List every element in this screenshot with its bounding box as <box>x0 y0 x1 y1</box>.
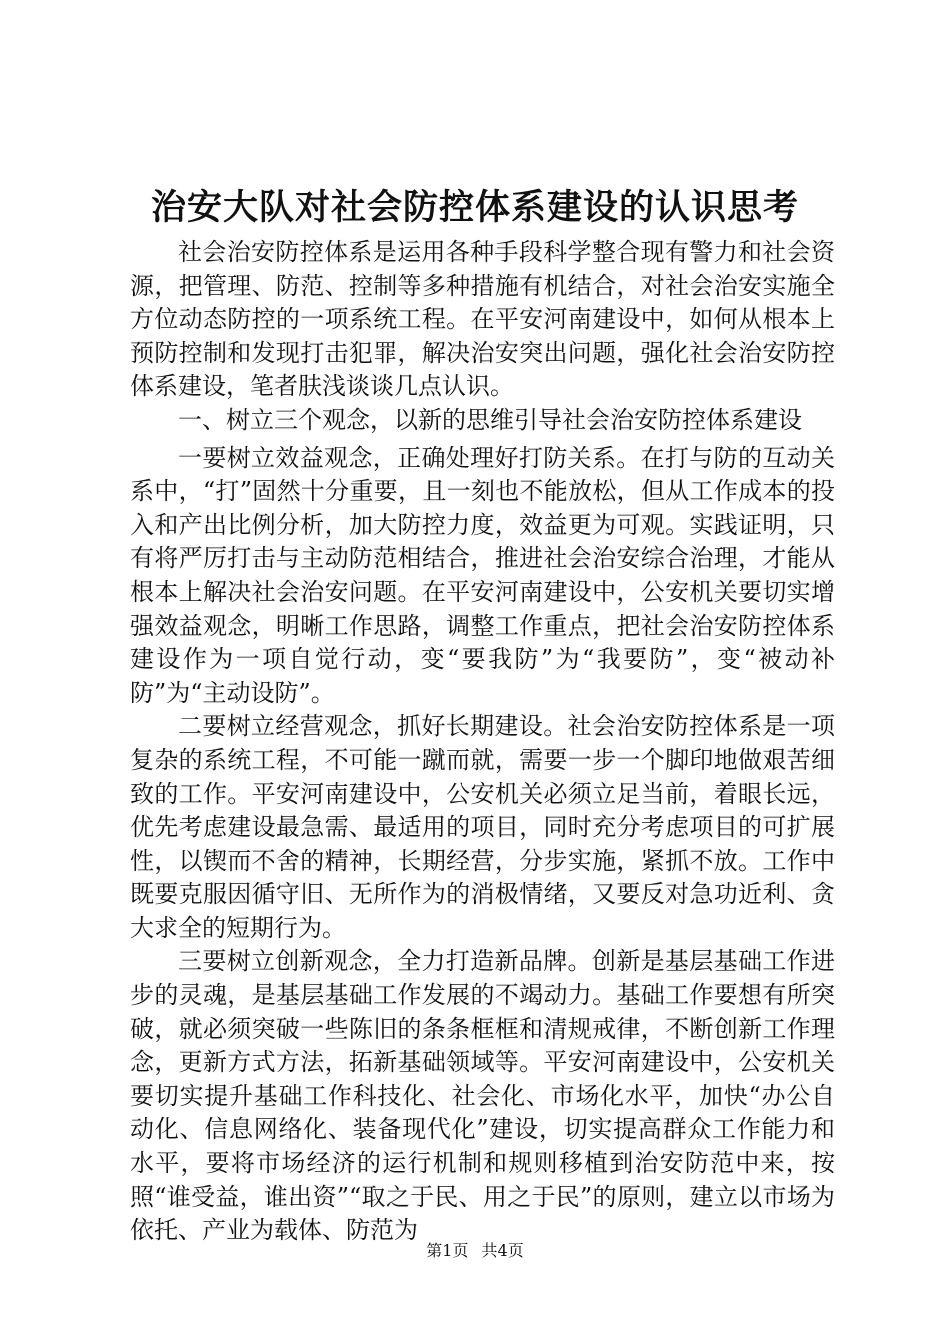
document-body <box>130 236 835 1248</box>
document-title: 治安大队对社会防控体系建设的认识思考 <box>150 188 799 228</box>
section-heading-paragraph: 一、树立三个观念，以新的思维引导社会治安防控体系建设 <box>178 405 802 434</box>
page-total: 共4页 <box>481 1241 524 1260</box>
benefit-concept-paragraph: 一要树立效益观念，正确处理好打防关系。在打与防的互动关系中，“打”固然十分重要，且一刻也不能放松，但从工作成本的投入和产出比例分析，加大防控力度，效益更为可观。实践证明，只有将严厉打击与主动防范相结合，推进社会治安综合治理，才能从根本上解决社会治安问题。在平安河南建设中，公安机关要切实增强效益观念，明晰工作思路，调整工作重点，把社会治安防控体系建设作为一项自觉行动，变“要我防”为“我要防”，变“被动补防”为“主动设防”。 <box>130 443 835 707</box>
page-footer <box>0 1240 950 1262</box>
page-number: 第1页 <box>426 1241 469 1260</box>
management-concept-paragraph: 二要树立经营观念，抓好长期建设。社会治安防控体系是一项复杂的系统工程，不可能一蹴而就，需要一步一个脚印地做艰苦细致的工作。平安河南建设中，公安机关必须立足当前，着眼长远，优先考虑建设最急需、最适用的项目，同时充分考虑项目的可扩展性，以锲而不舍的精神，长期经营，分步实施，紧抓不放。工作中既要克服因循守旧、无所作为的消极情绪，又要反对急功近利、贪大求全的短期行为。 <box>130 712 835 942</box>
intro-paragraph: 社会治安防控体系是运用各种手段科学整合现有警力和社会资源，把管理、防范、控制等多种措施有机结合，对社会治安实施全方位动态防控的一项系统工程。在平安河南建设中，如何从根本上预防控制和发现打击犯罪，解决治安突出问题，强化社会治安防控体系建设，笔者肤浅谈谈几点认识。 <box>130 238 835 401</box>
innovation-concept-paragraph: 三要树立创新观念，全力打造新品牌。创新是基层基础工作进步的灵魂，是基层基础工作发展的不竭动力。基础工作要想有所突破，就必须突破一些陈旧的条条框框和清规戒律，不断创新工作理念，更新方式方法，拓新基础领域等。平安河南建设中，公安机关要切实提升基础工作科技化、社会化、市场化水平，加快“办公自动化、信息网络化、装备现代化”建设，切实提高群众工作能力和水平，要将市场经济的运行机制和规则移植到治安防范中来，按照“谁受益，谁出资”“取之于民、用之于民”的原则，建立以市场为依托、产业为载体、防范为 <box>130 947 835 1245</box>
